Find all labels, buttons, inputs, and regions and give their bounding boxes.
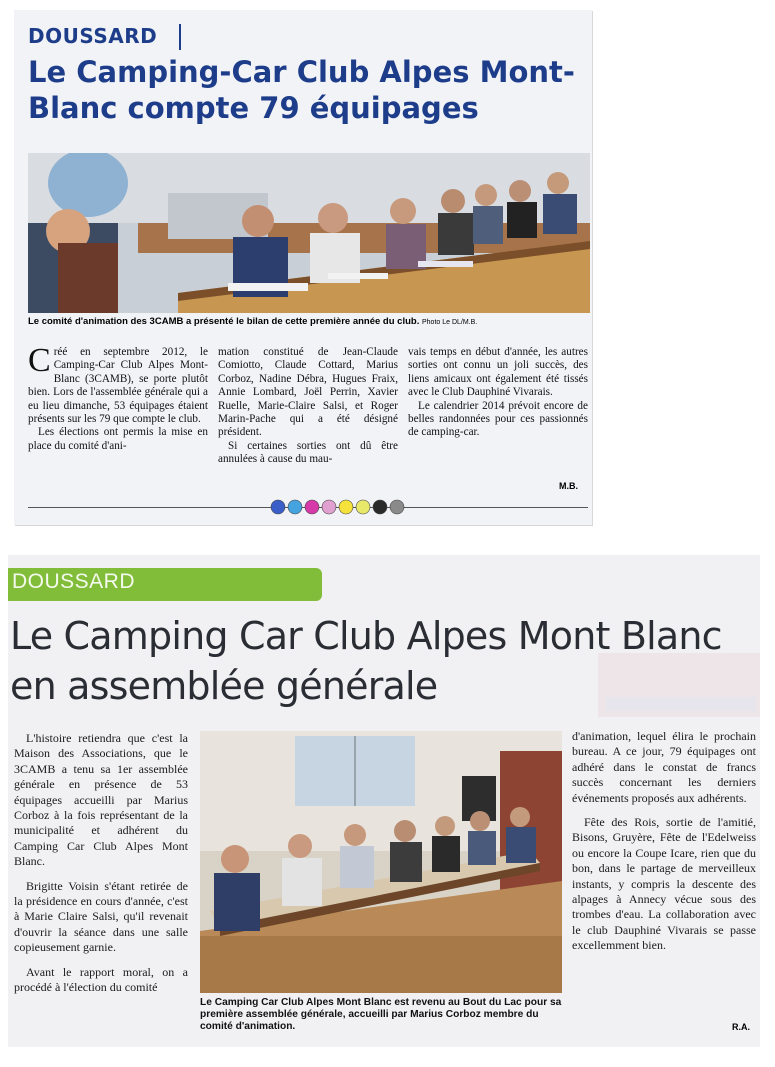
- headline-line-1: Le Camping Car Club Alpes Mont Blanc: [10, 614, 722, 658]
- article-column-2: [572, 729, 756, 963]
- photo-credit: Photo Le DL/M.B.: [421, 319, 478, 326]
- author-signature: R.A.: [732, 1022, 750, 1032]
- paragraph: Le calendrier 2014 prévoit encore de belles randonnées pour ces passionnés de camping-car.: [408, 399, 588, 439]
- paragraph: Brigitte Voisin s'étant retirée de la présidence en cours d'année, c'est à Marie Claire Salsi, qu'il revenait d'ouvrir la séance dans une salle copieusement garnie.: [14, 878, 188, 955]
- assembly-photo: [200, 731, 562, 993]
- article-column-1: [28, 342, 208, 453]
- registration-dot: [356, 500, 370, 514]
- section-divider: [179, 24, 181, 50]
- paragraph: Si certaines sorties ont dû être annulées à cause du mau-: [218, 439, 398, 466]
- registration-dot: [322, 500, 336, 514]
- author-signature: M.B.: [559, 481, 578, 491]
- paragraph: L'histoire retiendra que c'est la Maison des Associations, que le 3CAMB a tenu sa 1er assemblée générale en présence de 53 équipages accueilli par Marius Corboz à la fois représentant de la municipalité et adhérent du Camping Car Club Alpes Mont Blanc.: [14, 731, 188, 869]
- color-registration-marks: [269, 498, 419, 516]
- article-column-1: [14, 731, 188, 1005]
- paragraph: d'animation, lequel élira le prochain bureau. A ce jour, 79 équipages ont adhéré dans le constat de francs succès concernant les derniers événements proposés aux adhérents.: [572, 729, 756, 805]
- registration-dot: [271, 500, 285, 514]
- photo-caption: Le Camping Car Club Alpes Mont Blanc est revenu au Bout du Lac pour sa première assemblée générale, accueilli par Marius Corboz membre du comité d'animation.: [200, 997, 562, 1032]
- section-label: DOUSSARD: [12, 570, 136, 593]
- section-label: DOUSSARD: [28, 24, 158, 48]
- paragraph: Avant le rapport moral, on a procédé à l'élection du comité: [14, 964, 188, 995]
- headline: [10, 611, 760, 711]
- clipping-1: [14, 10, 592, 525]
- registration-dot: [373, 500, 387, 514]
- headline: Le Camping-Car Club Alpes Mont-Blanc compte 79 équipages: [28, 55, 575, 125]
- paragraph: réé en septembre 2012, le Camping-Car Club Alpes Mont-Blanc (3CAMB), se porte plutôt bien. Lors de l'assemblée générale qui a eu lieu dimanche, 53 équipages étaient présents sur les 79 que compte le club.: [28, 346, 208, 426]
- registration-dot: [339, 500, 353, 514]
- registration-dot: [305, 500, 319, 514]
- headline-line-2: en assemblée générale: [10, 664, 438, 708]
- paragraph: Fête des Rois, sortie de l'amitié, Bisons, Gruyère, Fête de l'Edelweiss ou encore la Coupe Icare, rien que du bon, dans le partage de merveilleux instants, y compris la descente des alpages à Annecy vécue sous des trombes d'eau. La collaboration avec le club Dauphiné Vivarais se passe excellemment bien.: [572, 815, 756, 953]
- paragraph: Les élections ont permis la mise en place du comité d'ani-: [28, 426, 208, 452]
- photo-caption: [28, 316, 590, 327]
- article-column-3: [408, 346, 588, 440]
- paragraph: mation constitué de Jean-Claude Comiotto, Claude Cottard, Marius Corboz, Nadine Débra, Hugues Fraix, Annie Lombard, Joël Perrin, Xavier Ruelle, Marie-Claire Salsi, et Roger Marin-Pache qui a été désigné président.: [218, 346, 398, 439]
- clipping-2: [8, 555, 760, 1047]
- meeting-photo: [28, 153, 590, 313]
- drop-cap: C: [28, 342, 51, 379]
- registration-dot: [288, 500, 302, 514]
- registration-dot: [390, 500, 404, 514]
- article-column-2: [218, 346, 398, 467]
- caption-text: Le comité d'animation des 3CAMB a présenté le bilan de cette première année du club.: [28, 316, 420, 327]
- paragraph: vais temps en début d'année, les autres sorties ont connu un joli succès, des liens amicaux ont également été tissés avec le Club Dauphiné Vivarais.: [408, 346, 588, 399]
